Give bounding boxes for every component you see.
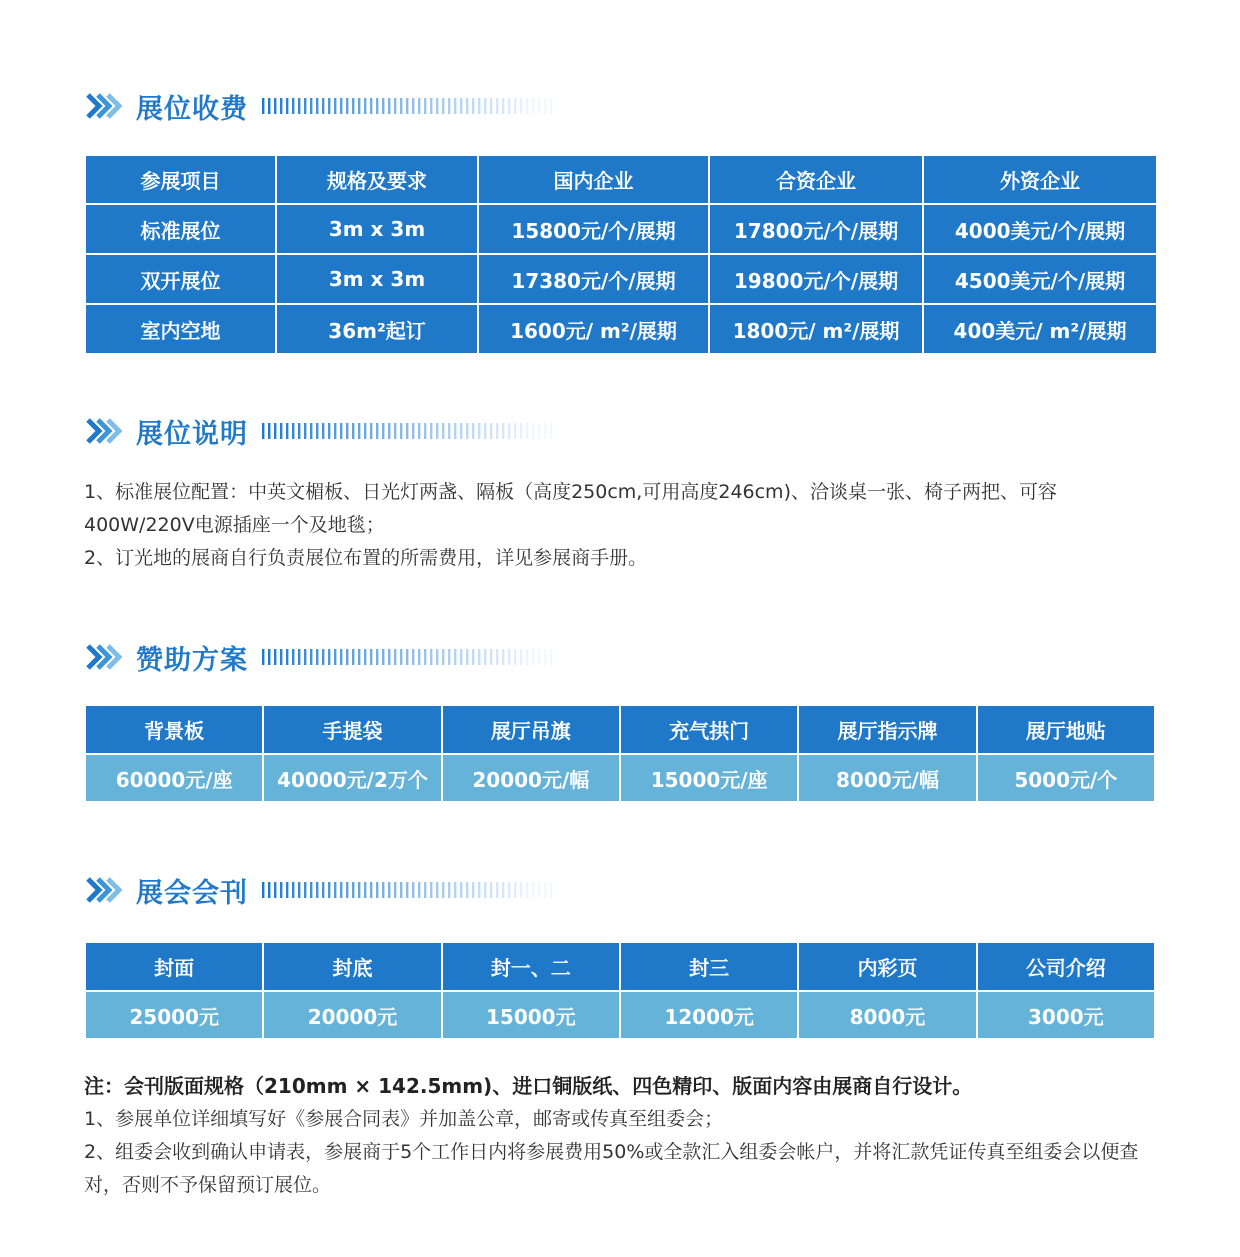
tick-mark [550, 882, 552, 898]
tick-mark [418, 882, 420, 898]
tick-mark [448, 98, 450, 114]
tick-mark [382, 98, 384, 114]
tick-mark [442, 98, 444, 114]
tick-mark [358, 882, 360, 898]
tick-mark [424, 882, 426, 898]
booth-fees-table [84, 154, 1158, 355]
tick-mark [406, 98, 408, 114]
tick-mark [454, 98, 456, 114]
tick-mark [520, 423, 522, 439]
tick-mark [550, 649, 552, 665]
tick-mark [382, 423, 384, 439]
tick-mark [436, 98, 438, 114]
tick-mark [298, 423, 300, 439]
table-row [85, 304, 1157, 354]
tick-mark [508, 98, 510, 114]
tick-mark [340, 98, 342, 114]
tick-mark [262, 423, 264, 439]
tick-mark [274, 98, 276, 114]
table-cell: 1600元/ m²/展期 [478, 304, 709, 354]
table-cell: 12000元 [620, 991, 798, 1039]
tick-mark [430, 98, 432, 114]
tick-mark [400, 649, 402, 665]
tick-mark [310, 98, 312, 114]
tick-mark [292, 649, 294, 665]
tick-mark [502, 98, 504, 114]
header-cell: 封三 [620, 942, 798, 991]
tick-mark [490, 649, 492, 665]
table-row [85, 754, 1155, 802]
table-cell: 室内空地 [85, 304, 276, 354]
header-cell: 手提袋 [263, 705, 441, 754]
tick-mark [376, 882, 378, 898]
tick-mark [550, 423, 552, 439]
tick-mark [490, 882, 492, 898]
tick-mark [268, 649, 270, 665]
tick-mark [262, 882, 264, 898]
table-cell: 1800元/ m²/展期 [709, 304, 923, 354]
table-cell: 4000美元/个/展期 [923, 204, 1157, 254]
header-cell: 封一、二 [442, 942, 620, 991]
tick-mark [412, 882, 414, 898]
table-cell: 17800元/个/展期 [709, 204, 923, 254]
tick-mark [292, 882, 294, 898]
tick-mark [424, 423, 426, 439]
tick-mark [412, 423, 414, 439]
tick-mark [268, 98, 270, 114]
tick-mark [322, 98, 324, 114]
table-cell: 8000元 [798, 991, 976, 1039]
tick-decoration-icon [262, 648, 562, 666]
tick-mark [346, 98, 348, 114]
tick-mark [538, 649, 540, 665]
tick-mark [340, 882, 342, 898]
tick-mark [520, 882, 522, 898]
tick-mark [310, 423, 312, 439]
tick-mark [280, 649, 282, 665]
tick-decoration-icon [262, 422, 562, 440]
tick-mark [388, 98, 390, 114]
table-cell: 20000元/幅 [442, 754, 620, 802]
tick-mark [328, 423, 330, 439]
header-cell: 国内企业 [478, 155, 709, 204]
tick-mark [514, 423, 516, 439]
table-cell: 15000元 [442, 991, 620, 1039]
tick-mark [358, 423, 360, 439]
tick-mark [526, 98, 528, 114]
table-cell: 60000元/座 [85, 754, 263, 802]
tick-mark [352, 423, 354, 439]
tick-mark [382, 882, 384, 898]
tick-mark [358, 98, 360, 114]
booth-description [84, 476, 1164, 575]
table-cell: 3m x 3m [276, 254, 478, 304]
header-cell: 充气拱门 [620, 705, 798, 754]
tick-decoration-icon [262, 97, 562, 115]
tick-mark [376, 98, 378, 114]
tick-mark [394, 423, 396, 439]
description-line: 1、标准展位配置：中英文楣板、日光灯两盏、隔板（高度250cm,可用高度246cm)、洽谈桌一张、椅子两把、可容400W/220V电源插座一个及地毯； [84, 481, 1057, 536]
tick-mark [448, 423, 450, 439]
tick-mark [496, 423, 498, 439]
tick-mark [472, 882, 474, 898]
sponsor-table [84, 704, 1156, 803]
tick-mark [514, 98, 516, 114]
tick-mark [466, 649, 468, 665]
tick-mark [328, 882, 330, 898]
tick-mark [352, 882, 354, 898]
tick-mark [334, 649, 336, 665]
tick-mark [292, 98, 294, 114]
tick-mark [268, 882, 270, 898]
tick-mark [484, 882, 486, 898]
tick-mark [490, 423, 492, 439]
header-cell: 规格及要求 [276, 155, 478, 204]
tick-mark [364, 98, 366, 114]
tick-mark [544, 649, 546, 665]
tick-mark [346, 649, 348, 665]
tick-mark [376, 649, 378, 665]
tick-mark [388, 649, 390, 665]
tick-mark [478, 423, 480, 439]
table-cell: 标准展位 [85, 204, 276, 254]
section-header-sponsor [84, 637, 562, 677]
tick-mark [280, 423, 282, 439]
tick-mark [448, 649, 450, 665]
tick-mark [430, 649, 432, 665]
tick-mark [478, 649, 480, 665]
tick-mark [274, 882, 276, 898]
tick-mark [454, 649, 456, 665]
note-line: 1、参展单位详细填写好《参展合同表》并加盖公章，邮寄或传真至组委会； [84, 1108, 724, 1130]
tick-mark [466, 423, 468, 439]
tick-mark [412, 649, 414, 665]
tick-mark [346, 882, 348, 898]
tick-mark [352, 98, 354, 114]
tick-mark [274, 423, 276, 439]
tick-mark [532, 882, 534, 898]
tick-mark [544, 98, 546, 114]
tick-mark [448, 882, 450, 898]
header-cell: 展厅指示牌 [798, 705, 976, 754]
tick-mark [292, 423, 294, 439]
table-header-row [85, 705, 1155, 754]
tick-mark [496, 98, 498, 114]
tick-mark [316, 649, 318, 665]
tick-mark [442, 882, 444, 898]
tick-mark [532, 98, 534, 114]
tick-mark [544, 882, 546, 898]
double-chevron-icon [84, 875, 124, 905]
tick-mark [508, 423, 510, 439]
tick-mark [304, 98, 306, 114]
tick-mark [514, 882, 516, 898]
header-cell: 外资企业 [923, 155, 1157, 204]
tick-mark [388, 423, 390, 439]
tick-mark [490, 98, 492, 114]
tick-mark [508, 882, 510, 898]
tick-mark [502, 423, 504, 439]
tick-mark [400, 423, 402, 439]
tick-mark [268, 423, 270, 439]
table-header-row [85, 155, 1157, 204]
tick-mark [538, 882, 540, 898]
tick-mark [298, 649, 300, 665]
header-cell: 背景板 [85, 705, 263, 754]
tick-mark [418, 649, 420, 665]
tick-mark [328, 98, 330, 114]
tick-mark [280, 98, 282, 114]
tick-mark [496, 649, 498, 665]
section-title: 展位说明 [136, 418, 248, 450]
tick-mark [274, 649, 276, 665]
tick-mark [436, 423, 438, 439]
tick-mark [334, 882, 336, 898]
tick-mark [532, 423, 534, 439]
tick-mark [442, 649, 444, 665]
header-cell: 参展项目 [85, 155, 276, 204]
tick-mark [286, 649, 288, 665]
tick-mark [280, 882, 282, 898]
header-cell: 展厅地贴 [977, 705, 1155, 754]
tick-mark [370, 98, 372, 114]
tick-mark [502, 882, 504, 898]
tick-mark [298, 98, 300, 114]
tick-mark [496, 882, 498, 898]
section-title: 展位收费 [136, 93, 248, 125]
tick-mark [298, 882, 300, 898]
tick-mark [424, 98, 426, 114]
tick-mark [484, 423, 486, 439]
section-header-booth-desc [84, 411, 562, 451]
section-title: 赞助方案 [136, 644, 248, 676]
table-cell: 双开展位 [85, 254, 276, 304]
table-cell: 400美元/ m²/展期 [923, 304, 1157, 354]
tick-mark [466, 882, 468, 898]
tick-mark [370, 423, 372, 439]
table-cell: 20000元 [263, 991, 441, 1039]
table-row [85, 204, 1157, 254]
tick-mark [454, 423, 456, 439]
table-cell: 25000元 [85, 991, 263, 1039]
tick-mark [484, 649, 486, 665]
tick-mark [418, 423, 420, 439]
table-cell: 8000元/幅 [798, 754, 976, 802]
description-line: 2、订光地的展商自行负责展位布置的所需费用，详见参展商手册。 [84, 547, 648, 569]
header-cell: 公司介绍 [977, 942, 1155, 991]
tick-mark [364, 882, 366, 898]
tick-mark [316, 98, 318, 114]
tick-mark [406, 649, 408, 665]
tick-mark [508, 649, 510, 665]
tick-mark [370, 649, 372, 665]
table-cell: 36m²起订 [276, 304, 478, 354]
table-cell: 17380元/个/展期 [478, 254, 709, 304]
tick-mark [364, 649, 366, 665]
tick-mark [328, 649, 330, 665]
tick-mark [526, 423, 528, 439]
tick-mark [472, 423, 474, 439]
tick-mark [430, 882, 432, 898]
tick-mark [262, 98, 264, 114]
tick-mark [472, 649, 474, 665]
tick-mark [460, 423, 462, 439]
tick-mark [514, 649, 516, 665]
tick-mark [460, 649, 462, 665]
table-row [85, 254, 1157, 304]
header-cell: 内彩页 [798, 942, 976, 991]
journal-table [84, 941, 1156, 1040]
tick-mark [352, 649, 354, 665]
tick-mark [286, 882, 288, 898]
tick-mark [304, 649, 306, 665]
tick-mark [436, 882, 438, 898]
tick-mark [340, 423, 342, 439]
tick-mark [532, 649, 534, 665]
tick-decoration-icon [262, 881, 562, 899]
tick-mark [394, 649, 396, 665]
tick-mark [262, 649, 264, 665]
tick-mark [394, 98, 396, 114]
tick-mark [466, 98, 468, 114]
table-cell: 19800元/个/展期 [709, 254, 923, 304]
tick-mark [460, 98, 462, 114]
tick-mark [310, 882, 312, 898]
note-line: 2、组委会收到确认申请表，参展商于5个工作日内将参展费用50%或全款汇入组委会帐户，并将汇款凭证传真至组委会以便查对，否则不予保留预订展位。 [84, 1141, 1139, 1196]
tick-mark [346, 423, 348, 439]
tick-mark [442, 423, 444, 439]
tick-mark [322, 882, 324, 898]
table-cell: 5000元/个 [977, 754, 1155, 802]
tick-mark [430, 423, 432, 439]
tick-mark [286, 98, 288, 114]
table-cell: 40000元/2万个 [263, 754, 441, 802]
tick-mark [400, 882, 402, 898]
header-cell: 封面 [85, 942, 263, 991]
tick-mark [400, 98, 402, 114]
tick-mark [484, 98, 486, 114]
header-cell: 展厅吊旗 [442, 705, 620, 754]
tick-mark [520, 649, 522, 665]
tick-mark [322, 423, 324, 439]
tick-mark [424, 649, 426, 665]
table-header-row [85, 942, 1155, 991]
tick-mark [394, 882, 396, 898]
tick-mark [478, 882, 480, 898]
tick-mark [460, 882, 462, 898]
tick-mark [376, 423, 378, 439]
tick-mark [304, 882, 306, 898]
tick-mark [406, 882, 408, 898]
tick-mark [502, 649, 504, 665]
tick-mark [412, 98, 414, 114]
tick-mark [544, 423, 546, 439]
tick-mark [340, 649, 342, 665]
tick-mark [382, 649, 384, 665]
double-chevron-icon [84, 642, 124, 672]
tick-mark [364, 423, 366, 439]
table-cell: 3000元 [977, 991, 1155, 1039]
tick-mark [526, 882, 528, 898]
tick-mark [370, 882, 372, 898]
table-cell: 4500美元/个/展期 [923, 254, 1157, 304]
table-cell: 3m x 3m [276, 204, 478, 254]
table-row [85, 991, 1155, 1039]
tick-mark [436, 649, 438, 665]
header-cell: 合资企业 [709, 155, 923, 204]
double-chevron-icon [84, 416, 124, 446]
notes [84, 1070, 1164, 1202]
tick-mark [538, 423, 540, 439]
double-chevron-icon [84, 91, 124, 121]
tick-mark [526, 649, 528, 665]
tick-mark [418, 98, 420, 114]
tick-mark [388, 882, 390, 898]
tick-mark [316, 423, 318, 439]
tick-mark [322, 649, 324, 665]
table-cell: 15000元/座 [620, 754, 798, 802]
tick-mark [538, 98, 540, 114]
note-heading: 注：会刊版面规格（210mm × 142.5mm)、进口铜版纸、四色精印、版面内容由展商自行设计。 [84, 1074, 973, 1098]
tick-mark [472, 98, 474, 114]
tick-mark [286, 423, 288, 439]
section-header-journal [84, 870, 562, 910]
tick-mark [334, 423, 336, 439]
header-cell: 封底 [263, 942, 441, 991]
tick-mark [334, 98, 336, 114]
table-cell: 15800元/个/展期 [478, 204, 709, 254]
section-header-fees [84, 86, 562, 126]
tick-mark [550, 98, 552, 114]
tick-mark [520, 98, 522, 114]
tick-mark [406, 423, 408, 439]
tick-mark [358, 649, 360, 665]
tick-mark [304, 423, 306, 439]
tick-mark [310, 649, 312, 665]
section-title: 展会会刊 [136, 877, 248, 909]
tick-mark [316, 882, 318, 898]
tick-mark [478, 98, 480, 114]
tick-mark [454, 882, 456, 898]
